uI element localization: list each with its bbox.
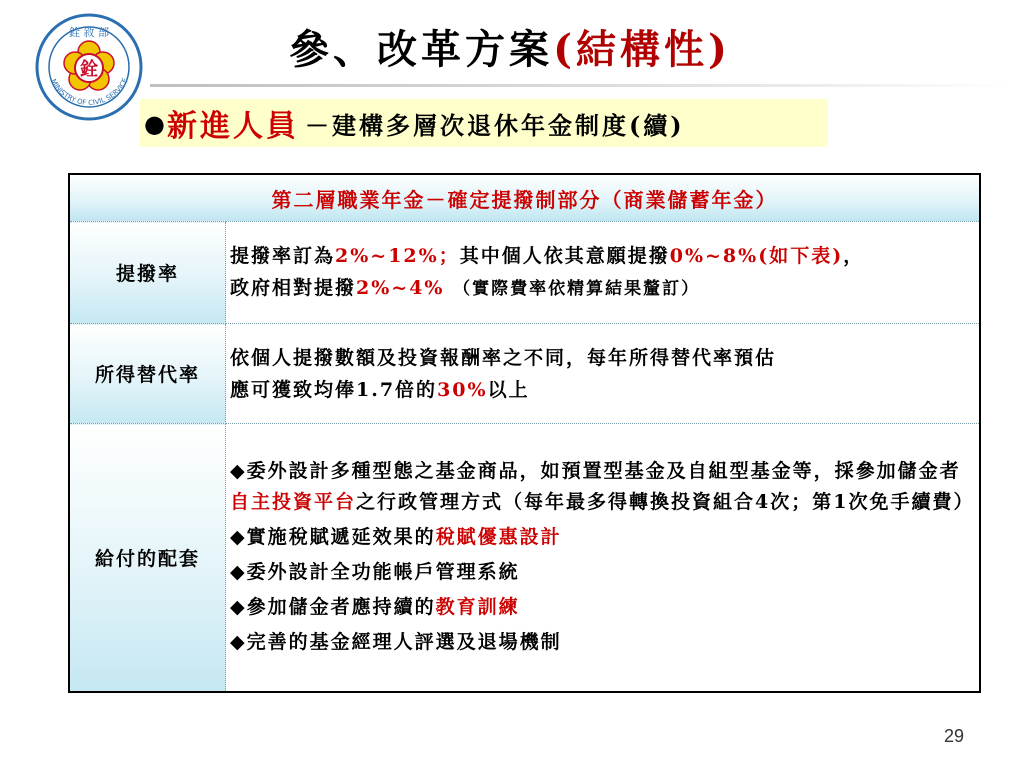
list-item: ◆完善的基金經理人評選及退場機制 bbox=[230, 631, 562, 654]
text-run: 之行政管理方式（每年最多得轉換投資組合4次；第1次免手續費） bbox=[356, 491, 975, 514]
text-run: 政府相對提撥 bbox=[230, 277, 357, 299]
red-text-run: 0%~8%(如下表) bbox=[669, 245, 844, 267]
subtitle-text: －建構多層次退休年金制度(續) bbox=[304, 110, 685, 140]
table-row bbox=[69, 222, 980, 324]
list-item bbox=[230, 456, 975, 518]
text-run: 以上 bbox=[487, 378, 530, 401]
row-content-payout-measures bbox=[226, 424, 981, 692]
list-item bbox=[230, 592, 975, 623]
row-label-payout-measures: 給付的配套 bbox=[69, 424, 226, 692]
ministry-seal-logo bbox=[34, 12, 144, 122]
svg-text:銓 敘 部: 銓 敘 部 bbox=[69, 26, 109, 39]
text-run: 其中個人依其意願提撥 bbox=[459, 245, 670, 267]
red-text-run: 2%~12%； bbox=[335, 245, 460, 267]
text-line bbox=[230, 374, 975, 406]
text-line: 依個人提撥數額及投資報酬率之不同，每年所得替代率預估 bbox=[230, 346, 777, 369]
page-number: 29 bbox=[944, 726, 965, 746]
red-text-run: 稅賦優惠設計 bbox=[435, 526, 562, 549]
text-run: 提撥率訂為 bbox=[230, 245, 336, 267]
list-item bbox=[230, 522, 975, 553]
text-run: ， bbox=[843, 245, 865, 267]
red-text-run: 教育訓練 bbox=[435, 596, 520, 619]
list-item: ◆委外設計全功能帳戶管理系統 bbox=[230, 561, 520, 584]
subtitle-banner bbox=[140, 99, 828, 147]
row-label-contribution-rate: 提撥率 bbox=[69, 222, 226, 324]
title-divider bbox=[150, 84, 1010, 87]
text-line bbox=[230, 240, 975, 272]
red-text-run: 自主投資平台 bbox=[230, 491, 357, 514]
subtitle-highlight: 新進人員 bbox=[166, 109, 299, 144]
svg-text:銓: 銓 bbox=[80, 59, 98, 80]
text-run: 應可獲致均俸1.7倍的 bbox=[230, 378, 438, 401]
row-content-replacement-rate bbox=[226, 324, 981, 424]
page-title bbox=[150, 18, 870, 75]
title-main: 參、改革方案 bbox=[289, 26, 554, 73]
text-run: ◆參加儲金者應持續的 bbox=[230, 596, 436, 619]
text-line bbox=[230, 272, 975, 305]
red-text-run: 2%~4% bbox=[356, 277, 445, 299]
row-label-replacement-rate: 所得替代率 bbox=[69, 324, 226, 424]
bullet-icon: ● bbox=[144, 108, 165, 138]
pension-table bbox=[68, 173, 981, 693]
table-header: 第二層職業年金－確定提撥制部分（商業儲蓄年金） bbox=[69, 174, 980, 222]
text-run: ◆委外設計多種型態之基金商品，如預置型基金及自組型基金等，採參加儲金者 bbox=[230, 460, 961, 483]
svg-text:MINISTRY OF CIVIL SERVICE: MINISTRY OF CIVIL SERVICE bbox=[49, 76, 130, 107]
table-row bbox=[69, 324, 980, 424]
table-row bbox=[69, 424, 980, 692]
note-text: （實際費率依精算結果釐訂） bbox=[453, 279, 701, 299]
title-paren: (結構性) bbox=[553, 26, 731, 73]
row-content-contribution-rate bbox=[226, 222, 981, 324]
text-run: ◆實施稅賦遞延效果的 bbox=[230, 526, 436, 549]
red-text-run: 30% bbox=[437, 378, 488, 401]
table-header-row bbox=[69, 174, 980, 222]
